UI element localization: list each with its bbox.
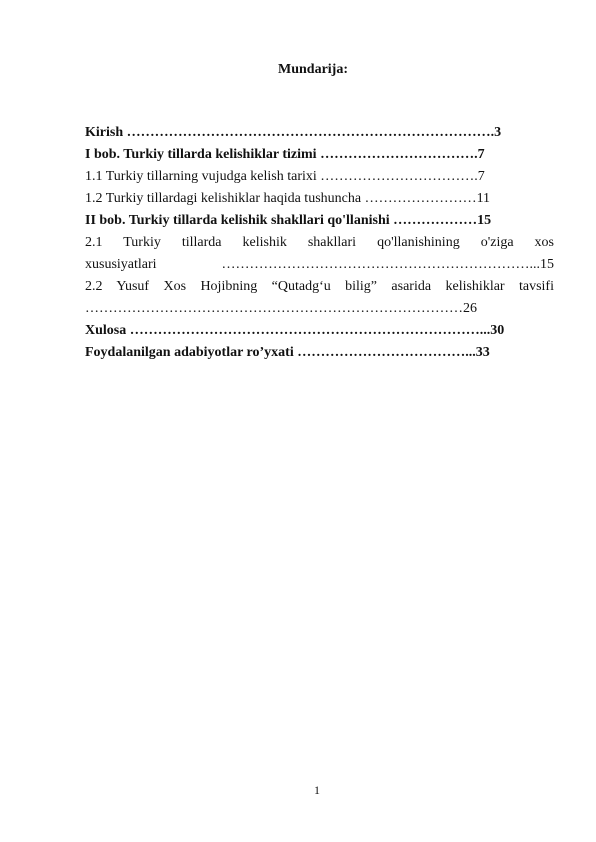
toc-entry-chapter-2: II bob. Turkiy tillarda kelishik shakllari qo'llanishi ………………15 — [85, 213, 492, 228]
toc-title: Mundarija: — [278, 62, 348, 77]
toc-entry-section-2-1-line-1: 2.1 Turkiy tillarda kelishik shakllari qo'llanishining o'ziga xos — [85, 235, 554, 250]
toc-entry-section-2-2 — [85, 276, 554, 320]
toc-entry-section-2-1 — [85, 232, 554, 276]
toc-entry-section-1-1: 1.1 Turkiy tillarning vujudga kelish tarixi …………………………….7 — [85, 169, 485, 184]
table-of-contents — [85, 122, 554, 364]
toc-entry-xulosa: Xulosa …………………………………………………………………...30 — [85, 323, 505, 338]
toc-entry-kirish: Kirish …………………………………………………………………….3 — [85, 125, 502, 140]
page-number: 1 — [314, 783, 320, 797]
toc-entry-section-2-1-line-2: xususiyatlari …………………………………………………………...15 — [85, 257, 554, 272]
toc-entry-section-1-2: 1.2 Turkiy tillardagi kelishiklar haqida tushuncha ……………………11 — [85, 191, 491, 206]
toc-entry-section-2-2-line-2: ………………………………………………………………………26 — [85, 301, 477, 316]
toc-entry-section-2-2-line-1: 2.2 Yusuf Xos Hojibning “Qutadg‘u bilig” asarida kelishiklar tavsifi — [85, 279, 554, 294]
toc-entry-bibliography: Foydalanilgan adabiyotlar ro’yxati ………………………………...33 — [85, 345, 490, 360]
toc-entry-chapter-1: I bob. Turkiy tillarda kelishiklar tizimi …………………………….7 — [85, 147, 485, 162]
